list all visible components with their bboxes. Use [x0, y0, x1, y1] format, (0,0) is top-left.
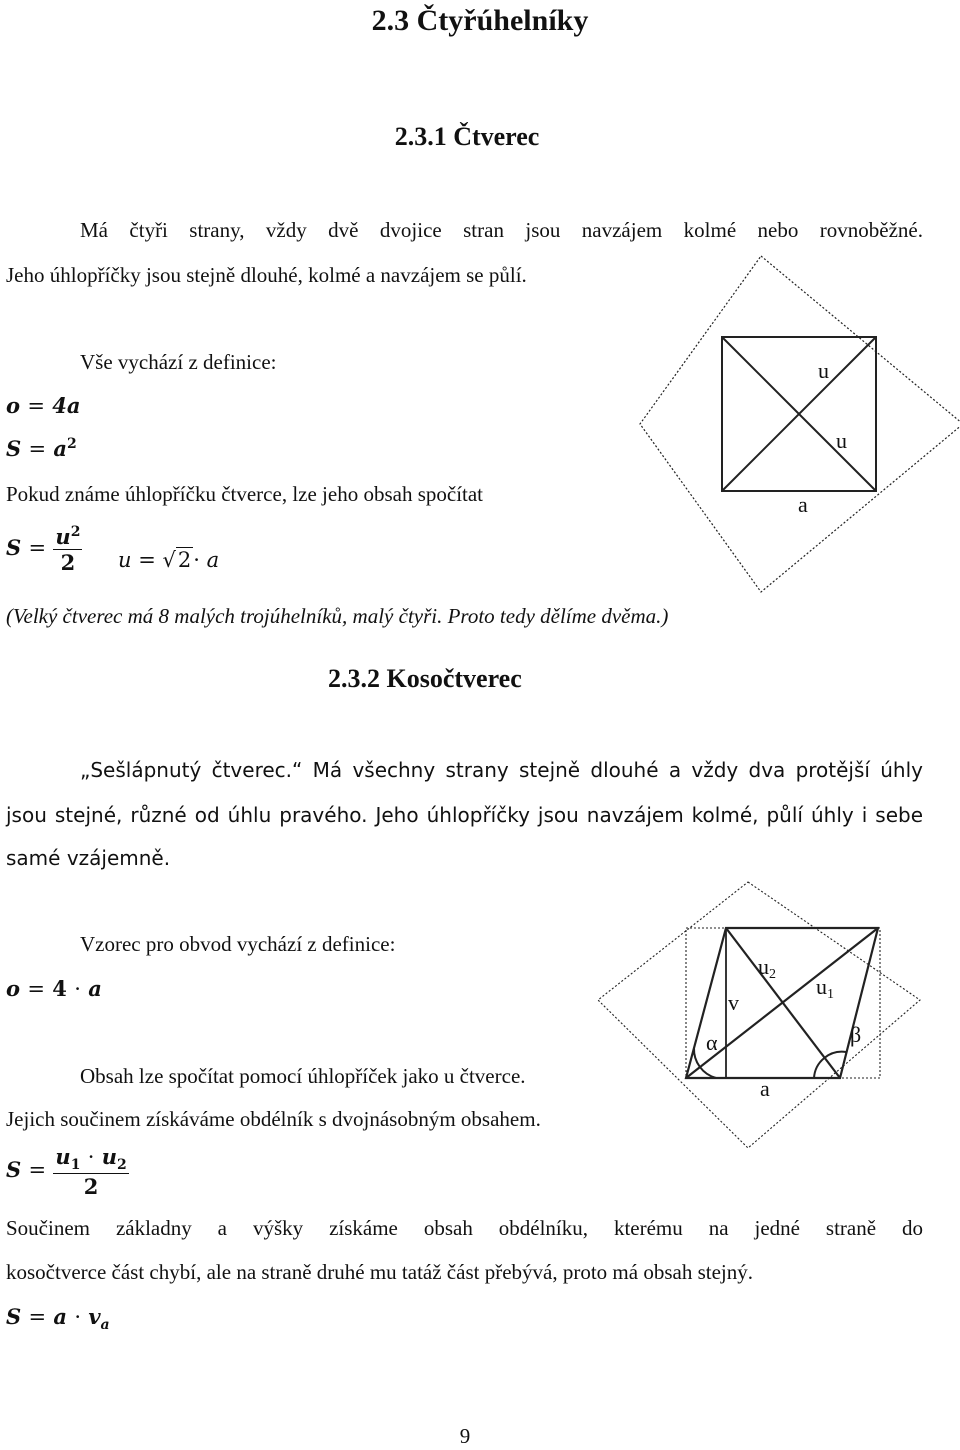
square-diagonal-text: Pokud známe úhlopříčku čtverce, lze jeho obsah spočítat: [6, 482, 484, 506]
square-intro-line1: Má čtyři strany, vždy dvě dvojice stran jsou navzájem kolmé nebo rovnoběžné.: [80, 218, 923, 242]
rhombus-base-text2: kosočtverce část chybí, ale na straně druhé mu tatáž část přebývá, proto má obsah stejný.: [6, 1260, 753, 1284]
section-heading-square: 2.3.1 Čtverec: [394, 122, 540, 151]
rhombus-area-formula: S = $\frac{u_1 \cdot u_2}{2}$: [6, 1144, 127, 1200]
section-heading-rhombus: 2.3.2 Kosočtverec: [328, 664, 522, 693]
rhombus-perimeter-formula: o = 4 · a: [6, 976, 102, 1001]
rhombus-base-text1: Součinem základny a výšky získáme obsah obdélníku, kterému na jedné straně do: [6, 1216, 923, 1240]
square-note: (Velký čtverec má 8 malých trojúhelníků, malý čtyři. Proto tedy dělíme dvěma.): [6, 604, 669, 628]
rhombus-dotted-diamond: [598, 882, 920, 1148]
rhombus-figure: [598, 882, 920, 1148]
square-label-u-right: u: [836, 428, 847, 453]
rhombus-base-area-formula: $S = a \cdot v_a$: [6, 1304, 110, 1334]
square-figure: [640, 256, 960, 592]
square-definition-text: Vše vychází z definice:: [80, 350, 277, 374]
square-perimeter-formula: o = 4a: [6, 393, 81, 418]
square-intro-line2: Jeho úhlopříčky jsou stejně dlouhé, kolmé a navzájem se půlí.: [6, 263, 527, 287]
rhombus-area-text2: Jejich součinem získáváme obdélník s dvojnásobným obsahem.: [6, 1107, 541, 1131]
rhombus-label-u2: u2: [758, 954, 776, 982]
rhombus-label-alpha: α: [706, 1030, 718, 1055]
rhombus-label-a: a: [760, 1076, 770, 1101]
square-diagonal-area-formula: S = $\frac{u^2}{2}$: [6, 524, 81, 575]
rhombus-label-u1: u1: [816, 974, 834, 1002]
square-label-u-top: u: [818, 358, 829, 383]
page-title: 2.3 Čtyřúhelníky: [371, 4, 589, 37]
square-label-a: a: [798, 492, 808, 517]
square-diagonal-length-formula: u = √2· a: [118, 548, 220, 572]
rhombus-perimeter-text: Vzorec pro obvod vychází z definice:: [80, 932, 396, 956]
rhombus-label-beta: β: [850, 1022, 862, 1047]
rhombus-diagonal-u2: [726, 928, 840, 1078]
square-area-formula: $S = a^2$: [6, 436, 77, 461]
rhombus-label-v: v: [728, 990, 739, 1015]
square-outer-rotated: [640, 256, 960, 592]
page-number: 9: [459, 1424, 471, 1448]
rhombus-text-line3: samé vzájemně.: [6, 846, 171, 870]
rhombus-area-text1: Obsah lze spočítat pomocí úhlopříček jako u čtverce.: [80, 1064, 526, 1088]
rhombus-text-line1: „Sešlápnutý čtverec.“ Má všechny strany stejně dlouhé a vždy dva protější úhly: [80, 758, 923, 782]
rhombus-text-line2: jsou stejné, různé od úhlu pravého. Jeho úhlopříčky jsou navzájem kolmé, půlí úhly i sebe: [6, 803, 923, 827]
